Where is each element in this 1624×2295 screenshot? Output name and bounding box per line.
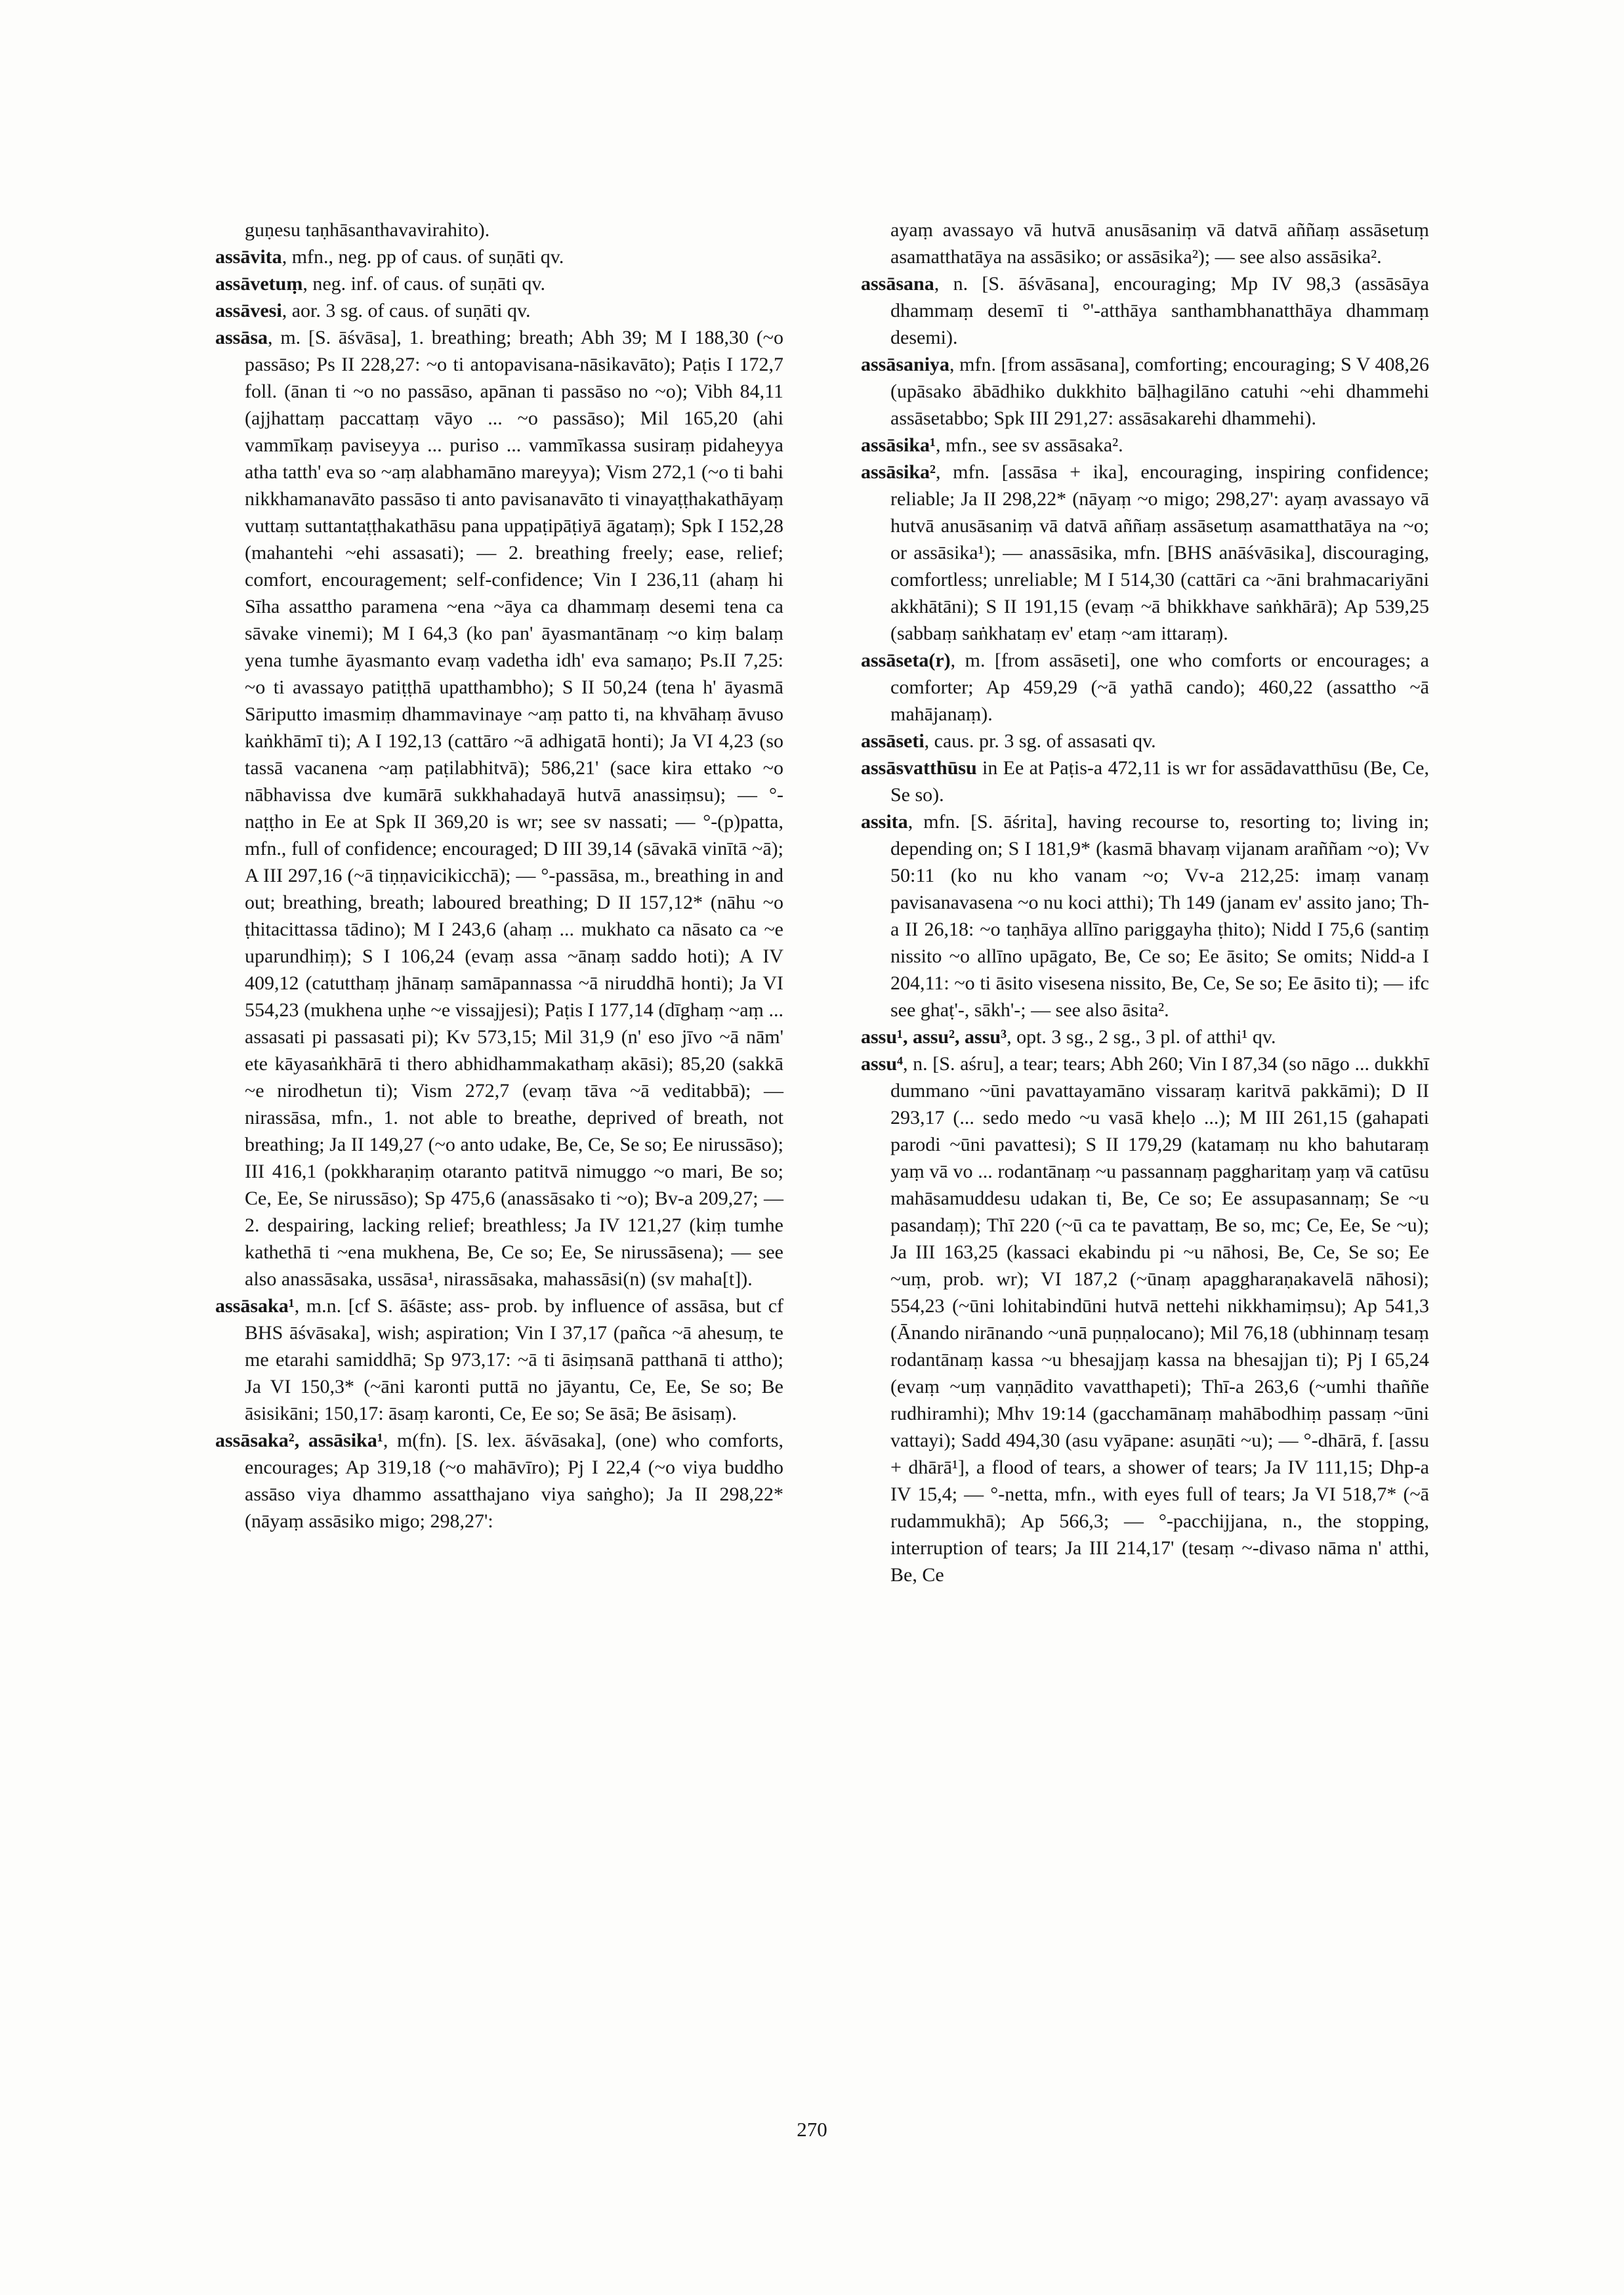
dictionary-entry: [215, 297, 783, 324]
entry-body: , opt. 3 sg., 2 sg., 3 pl. of atthi¹ qv.: [1007, 1026, 1276, 1048]
headword: assu¹, assu², assu³: [861, 1026, 1007, 1048]
dictionary-entry: [861, 1050, 1429, 1588]
headword: assāsaka², assāsika¹: [215, 1430, 383, 1451]
headword: assāsaka¹: [215, 1295, 295, 1317]
dictionary-entry: [861, 755, 1429, 808]
dictionary-entry: [215, 270, 783, 297]
headword: assāsaniya: [861, 354, 950, 375]
dictionary-entry: [215, 243, 783, 270]
headword: assāsika²: [861, 461, 936, 483]
entry-body: , mfn. [assāsa + ika], encouraging, inspiring confidence; reliable; Ja II 298,22* (nāyaṃ ~o migo; 298,27': ayaṃ avassayo vā hutvā anusāsaniṃ vā datvā aññaṃ assāsetuṃ asamatthatāya na ~o; or assāsika¹); — anassāsika, mfn. [BHS anāśvāsika], discouraging, comfortless; unreliable; M I 514,30 (cattāri ca ~āni brahmacariyāni akkhātāni); S II 191,15 (evaṃ ~ā bhikkhave saṅkhārā); Ap 539,25 (sabbaṃ saṅkhataṃ ev' etaṃ ~am ittaraṃ).: [890, 461, 1429, 644]
entry-body: , n. [S. āśvāsana], encouraging; Mp IV 98,3 (assāsāya dhammaṃ desemī ti °'-atthāya santhambhanatthāya dhammaṃ desemi).: [890, 273, 1429, 348]
dictionary-entry: [215, 1427, 783, 1535]
entry-body: , mfn. [S. āśrita], having recourse to, resorting to; living in; depending on; S I 181,9* (kasmā bhavaṃ vijanam araññam ~o); Vv 50:11 (ko nu kho vanam ~o; Vv-a 212,25: imaṃ vanaṃ pavisanavasena ~o nu koci atthi); Th 149 (janam ev' assito jano; Th-a II 26,18: ~o taṇhāya allīno pariggayha ṭhito); Nidd I 75,6 (santiṃ nissito ~o allīno upāgato, Be, Ce so; Ee āsito; Se omits; Nidd-a I 204,11: ~o ti āsito visesena nissito, Be, Ce, Se so; Ee āsito ti); — ifc see ghaṭ'-, sākh'-; — see also āsita².: [890, 811, 1429, 1021]
dictionary-entry: [861, 270, 1429, 351]
headword: assāsika¹: [861, 434, 936, 456]
headword: assāseti: [861, 730, 925, 752]
dictionary-entry: [215, 1292, 783, 1427]
entry-body: , m(fn). [S. lex. āśvāsaka], (one) who comforts, encourages; Ap 319,18 (~o mahāvīro); Pj I 22,4 (~o viya buddho assāso viya dhammo assatthajano viya saṅgho); Ja II 298,22* (nāyaṃ assāsiko migo; 298,27':: [245, 1430, 783, 1532]
entry-body: , m. [from assāseti], one who comforts or encourages; a comforter; Ap 459,29 (~ā yathā cando); 460,22 (assattho ~ā mahājanaṃ).: [890, 650, 1429, 725]
headword: assāsa: [215, 327, 268, 348]
dictionary-entry: [861, 459, 1429, 647]
page-number: 270: [797, 2118, 827, 2141]
dictionary-entry: [861, 351, 1429, 432]
entry-body: , mfn., neg. pp of caus. of suṇāti qv.: [281, 246, 564, 268]
entry-body: , m. [S. āśvāsa], 1. breathing; breath; Abh 39; M I 188,30 (~o passāso; Ps II 228,27: ~o ti antopavisana-nāsikavāto); Paṭis I 172,7 foll. (ānan ti ~o no passāso, apānan ti passāso no ~o); Vibh 84,11 (ajjhattaṃ paccattaṃ vāyo ... ~o passāso); Mil 165,20 (ahi vammīkaṃ paviseyya ... puriso ... vammīkassa susiraṃ pidaheyya atha tatth' eva so ~aṃ alabhamāno mareyya); Vism 272,1 (~o ti bahi nikkhamanavāto passāso ti anto pavisanavāto ti vinayaṭṭhakathāyaṃ vuttaṃ suttantaṭṭhakathāsu pana uppaṭipāṭiyā āgataṃ); Spk I 152,28 (mahantehi ~ehi assasati); — 2. breathing freely; ease, relief; comfort, encouragement; self-confidence; Vin I 236,11 (ahaṃ hi Sīha assattho paramena ~ena ~āya ca dhammaṃ desemi tena ca sāvake vinemi); M I 64,3 (ko pan' āyasmantānaṃ ~o kiṃ balaṃ yena tumhe āyasmanto evaṃ vadetha idh' eva samaṇo; Ps.II 7,25: ~o ti avassayo patiṭṭhā upatthambho); S II 50,24 (tena h' āyasmā Sāriputto imasmiṃ dhammavinaye ~aṃ patto ti, na khvāhaṃ āvuso kaṅkhāmī ti); A I 192,13 (cattāro ~ā adhigatā honti); Ja VI 4,23 (so tassā vacanena ~aṃ paṭilabhitvā); 586,21' (sace kira ettako ~o nābhavissa dve kumārā sukkhahadayā hutvā anassiṃsu); — °-naṭṭho in Ee at Spk II 369,20 is wr; see sv nassati; — °-(p)patta, mfn., full of confidence; encouraged; D III 39,14 (sāvakā vinītā ~ā); A III 297,16 (~ā tiṇṇavicikicchā); — °-passāsa, m., breathing in and out; breathing, breath; laboured breathing; D II 157,12* (nāhu ~o ṭhitacittassa tādino); M I 243,6 (ahaṃ ... mukhato ca nāsato ca ~e uparundhiṃ); S I 106,24 (evaṃ assa ~ānaṃ saddo hoti); A IV 409,12 (catutthaṃ jhānaṃ samāpannassa ~ā niruddhā honti); Ja VI 554,23 (mukhena uṇhe ~e vissajjesi); Paṭis I 177,14 (dīghaṃ ~aṃ ... assasati pi passasati pi); Kv 573,15; Mil 31,9 (n' eso jīvo ~ā nām' ete kāyasaṅkhārā ti thero abhidhammakathaṃ akāsi); 85,20 (sakkā ~e nirodhetun ti); Vism 272,7 (evaṃ tāva ~ā veditabbā); — nirassāsa, mfn., 1. not able to breathe, deprived of breath, not breathing; Ja II 149,27 (~o anto udake, Be, Ce, Se so; Ee nirussāso); III 416,1 (pokkharaṇiṃ otaranto patitvā nimuggo ~o mari, Be so; Ce, Ee, Se nirussāso); Sp 475,6 (anassāsako ti ~o); Bv-a 209,27; — 2. despairing, lacking relief; breathless; Ja IV 121,27 (kiṃ tumhe kathethā ti ~ena mukhena, Be, Ce so; Ee, Se nirussāsena); — see also anassāsaka, ussāsa¹, nirassāsaka, mahassāsi(n) (sv maha[t]).: [245, 327, 783, 1290]
entry-body: , neg. inf. of caus. of suṇāti qv.: [302, 273, 545, 295]
entry-body: in Ee at Paṭis-a 472,11 is wr for assādavatthūsu (Be, Ce, Se so).: [890, 757, 1429, 806]
left-column: [215, 217, 783, 1588]
headword: assu⁴: [861, 1053, 904, 1075]
entry-body: , caus. pr. 3 sg. of assasati qv.: [924, 730, 1156, 752]
entry-body: , mfn., see sv assāsaka².: [936, 434, 1123, 456]
headword: assita: [861, 811, 908, 833]
headword: assāsvatthūsu: [861, 757, 977, 779]
dictionary-entry: [861, 1023, 1429, 1050]
headword: assāvesi: [215, 300, 282, 321]
right-column: [861, 217, 1429, 1588]
entry-body: , mfn. [from assāsana], comforting; encouraging; S V 408,26 (upāsako ābādhiko dukkhito bāḷhagilāno catuhi ~ehi dhammehi assāsetabbo; Spk III 291,27: assāsakarehi dhammehi).: [890, 354, 1429, 429]
headword: assāseta(r): [861, 650, 951, 671]
entry-body: , m.n. [cf S. āśāste; ass- prob. by influence of assāsa, but cf BHS āśvāsaka], wish; aspiration; Vin I 37,17 (pañca ~ā ahesuṃ, te me etarahi samiddhā; Sp 973,17: ~ā ti āsiṃsanā patthanā ti attho); Ja VI 150,3* (~āni karonti puttā no jāyantu, Ce, Ee, Se so; Be āsisikāni; 150,17: āsaṃ karonti, Ce, Ee so; Se āsā; Be āsisaṃ).: [245, 1295, 783, 1424]
headword: assāvetuṃ: [215, 273, 303, 295]
entry-continuation: guṇesu taṇhāsanthavavirahito).: [245, 219, 490, 241]
headword: assāvita: [215, 246, 282, 268]
entry-continuation: ayaṃ avassayo vā hutvā anusāsaniṃ vā datvā aññaṃ assāsetuṃ asamatthatāya na assāsiko; or assāsika²); — see also assāsika².: [890, 219, 1429, 268]
entry-body: , aor. 3 sg. of caus. of suṇāti qv.: [281, 300, 531, 321]
dictionary-entry: [861, 728, 1429, 755]
dictionary-entry: [861, 647, 1429, 728]
headword: assāsana: [861, 273, 934, 295]
dictionary-entry: [861, 432, 1429, 459]
text-columns: [215, 217, 1429, 1588]
dictionary-entry: [215, 324, 783, 1292]
entry-body: , n. [S. aśru], a tear; tears; Abh 260; Vin I 87,34 (so nāgo ... dukkhī dummano ~ūni pavattayamāno vissaraṃ karitvā pakkāmi); D II 293,17 (... sedo medo ~u vasā kheḷo ...); M III 261,15 (gahapati parodi ~ūni pavattesi); S II 179,29 (katamaṃ nu kho bahutaraṃ yaṃ vā vo ... rodantānaṃ ~u passannaṃ paggharitaṃ yaṃ vā catūsu mahāsamuddesu udakan ti, Be, Ce so; Ee assupasannaṃ; Se ~u pasandaṃ); Thī 220 (~ū ca te pavattaṃ, Be so, mc; Ce, Ee, Se ~u); Ja III 163,25 (kassaci ekabindu pi ~u nāhosi, Be, Ce, Se so; Ee ~uṃ, prob. wr); VI 187,2 (~ūnaṃ apaggharaṇakavelā nāhosi); 554,23 (~ūni lohitabindūni hutvā nettehi nikkhamiṃsu); Ap 541,3 (Ānando nirānando ~unā puṇṇalocano); Mil 76,18 (ubhinnaṃ tesaṃ rodantānaṃ kassa ~u bhesajjaṃ kassa na bhesajjan ti); Pj I 65,24 (evaṃ ~uṃ vaṇṇādito vavatthapeti); Thī-a 263,6 (~umhi thaññe rudhiramhi); Mhv 19:14 (gacchamānaṃ mahābodhiṃ passaṃ ~ūni vattayi); Sadd 494,30 (asu vyāpane: asuṇāti ~u); — °-dhārā, f. [assu + dhārā¹], a flood of tears, a shower of tears; Ja IV 111,15; Dhp-a IV 15,4; — °-netta, mfn., with eyes full of tears; Ja VI 518,7* (~ā rudammukhā); Ap 566,3; — °-pacchijjana, n., the stopping, interruption of tears; Ja III 214,17' (tesaṃ ~-divaso nāma n' atthi, Be, Ce: [890, 1053, 1429, 1586]
dictionary-entry: [861, 808, 1429, 1023]
